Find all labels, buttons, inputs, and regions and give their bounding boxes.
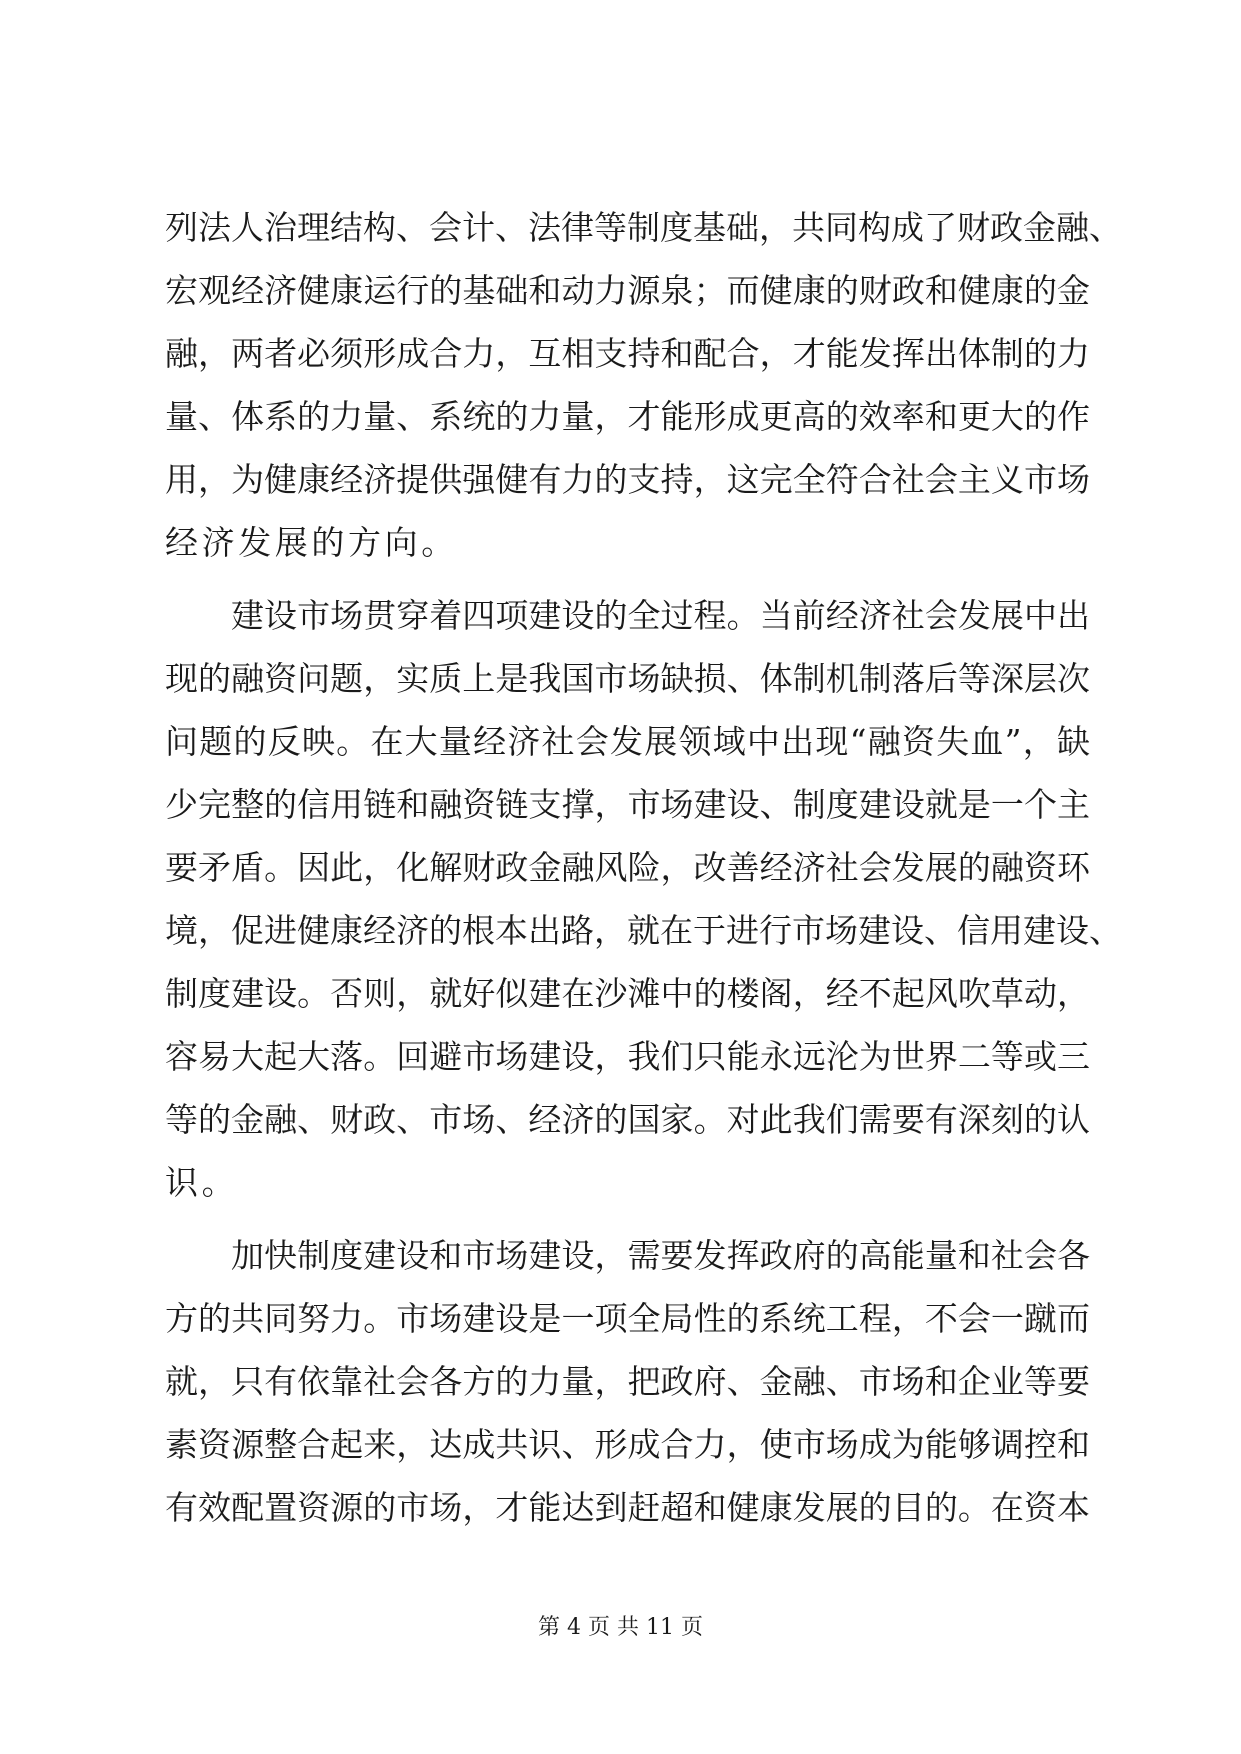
text-line: 建设市场贯穿着四项建设的全过程。当前经济社会发展中出 bbox=[231, 596, 1090, 635]
text-line: 就，只有依靠社会各方的力量，把政府、金融、市场和企业等要 bbox=[165, 1362, 1090, 1401]
text-line: 等的金融、财政、市场、经济的国家。对此我们需要有深刻的认 bbox=[165, 1100, 1090, 1139]
paragraph-1 bbox=[165, 196, 1122, 574]
paragraph-3 bbox=[165, 1224, 1090, 1539]
text-line: 容易大起大落。回避市场建设，我们只能永远沦为世界二等或三 bbox=[165, 1037, 1090, 1076]
text-line: 制度建设。否则，就好似建在沙滩中的楼阁，经不起风吹草动， bbox=[165, 974, 1090, 1013]
page-footer bbox=[0, 1610, 1241, 1641]
text-line: 列法人治理结构、会计、法律等制度基础，共同构成了财政金融、 bbox=[165, 208, 1122, 247]
text-line: 现的融资问题，实质上是我国市场缺损、体制机制落后等深层次 bbox=[165, 659, 1090, 698]
text-line: 宏观经济健康运行的基础和动力源泉；而健康的财政和健康的金 bbox=[165, 271, 1090, 310]
text-line: 融，两者必须形成合力，互相支持和配合，才能发挥出体制的力 bbox=[165, 334, 1090, 373]
page-number-label: 第 4 页 共 11 页 bbox=[538, 1615, 703, 1640]
text-line: 问题的反映。在大量经济社会发展领域中出现“融资失血”，缺 bbox=[165, 722, 1090, 761]
text-line: 量、体系的力量、系统的力量，才能形成更高的效率和更大的作 bbox=[165, 397, 1090, 436]
text-line: 方的共同努力。市场建设是一项全局性的系统工程，不会一蹴而 bbox=[165, 1299, 1090, 1338]
text-line: 加快制度建设和市场建设，需要发挥政府的高能量和社会各 bbox=[231, 1236, 1090, 1275]
paragraph-2 bbox=[165, 584, 1122, 1214]
text-line: 少完整的信用链和融资链支撑，市场建设、制度建设就是一个主 bbox=[165, 785, 1090, 824]
text-line: 素资源整合起来，达成共识、形成合力，使市场成为能够调控和 bbox=[165, 1425, 1090, 1464]
text-line: 经济发展的方向。 bbox=[165, 523, 458, 562]
text-line: 有效配置资源的市场，才能达到赶超和健康发展的目的。在资本 bbox=[165, 1488, 1090, 1527]
text-line: 用，为健康经济提供强健有力的支持，这完全符合社会主义市场 bbox=[165, 460, 1090, 499]
text-line: 要矛盾。因此，化解财政金融风险，改善经济社会发展的融资环 bbox=[165, 848, 1090, 887]
text-line: 境，促进健康经济的根本出路，就在于进行市场建设、信用建设、 bbox=[165, 911, 1122, 950]
text-line: 识。 bbox=[165, 1163, 239, 1202]
body-text bbox=[165, 196, 1122, 1539]
